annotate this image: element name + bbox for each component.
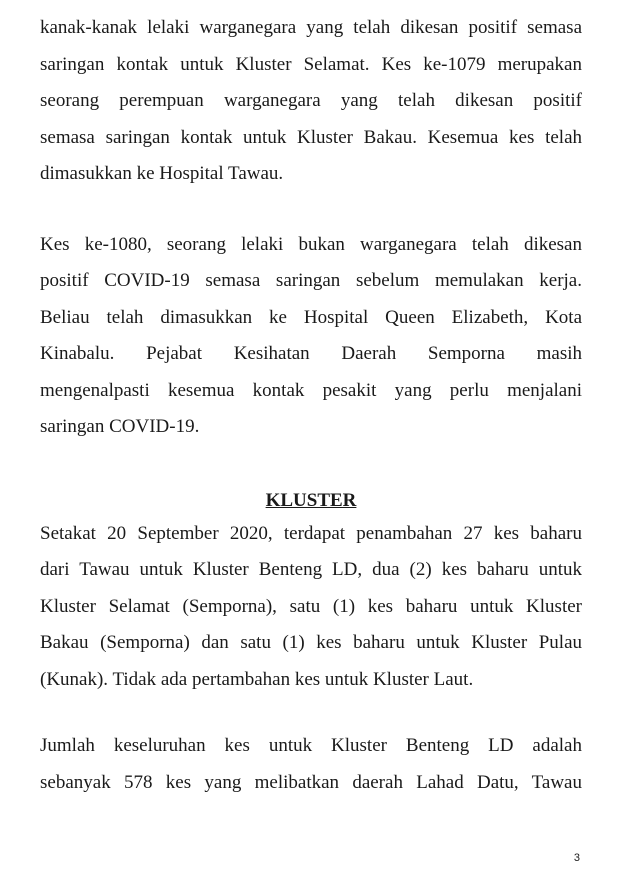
paragraph-cluster-update: [40, 516, 582, 699]
text-line: positif COVID-19 semasa saringan sebelum memulakan kerja.: [40, 270, 582, 291]
text-line: mengenalpasti kesemua kontak pesakit yang perlu menjalani: [40, 379, 582, 401]
paragraph-cluster-total: [40, 728, 582, 801]
text-line: Kluster Selamat (Semporna), satu (1) kes baharu untuk Kluster: [40, 595, 582, 617]
text-line: Kes ke-1080, seorang lelaki bukan warganegara telah dikesan: [40, 233, 582, 255]
text-line: saringan kontak untuk Kluster Selamat. Kes ke-1079 merupakan: [40, 53, 582, 75]
text-line: semasa saringan kontak untuk Kluster Bakau. Kesemua kes telah: [40, 126, 582, 148]
text-line: kanak-kanak lelaki warganegara yang telah dikesan positif semasa: [40, 17, 582, 38]
text-line: seorang perempuan warganegara yang telah dikesan positif: [40, 90, 582, 111]
text-line: (Kunak). Tidak ada pertambahan kes untuk Kluster Laut.: [40, 668, 474, 690]
text-line: dari Tawau untuk Kluster Benteng LD, dua (2) kes baharu untuk: [40, 559, 582, 580]
paragraph-case-1079: [40, 10, 582, 193]
text-line: Setakat 20 September 2020, terdapat penambahan 27 kes baharu: [40, 522, 582, 544]
section-heading-kluster: KLUSTER: [265, 489, 357, 511]
text-line: sebanyak 578 kes yang melibatkan daerah Lahad Datu, Tawau: [40, 771, 582, 793]
text-line: Bakau (Semporna) dan satu (1) kes baharu untuk Kluster Pulau: [40, 632, 582, 653]
page-number: 3: [573, 852, 580, 864]
paragraph-case-1080: [40, 227, 582, 446]
text-line: Jumlah keseluruhan kes untuk Kluster Benteng LD adalah: [40, 735, 582, 756]
text-line: Kinabalu. Pejabat Kesihatan Daerah Semporna masih: [40, 343, 582, 364]
text-line: saringan COVID-19.: [40, 416, 200, 437]
document-page: [40, 10, 582, 801]
text-line: dimasukkan ke Hospital Tawau.: [40, 163, 284, 184]
text-line: Beliau telah dimasukkan ke Hospital Queen Elizabeth, Kota: [40, 306, 582, 328]
